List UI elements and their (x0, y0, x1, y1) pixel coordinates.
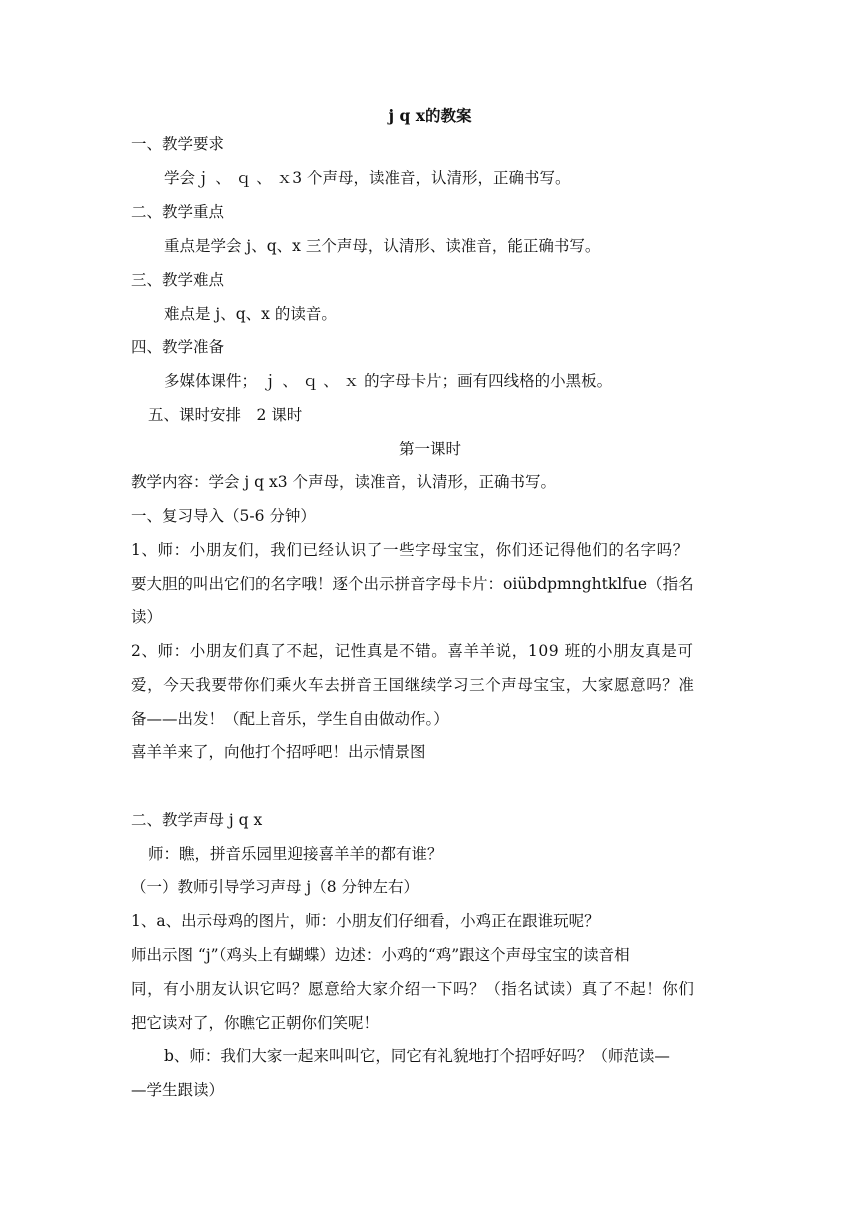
document-title: j q x的教案 (388, 106, 472, 125)
teach-paragraph-line: b、师：我们大家一起来叫叫它，同它有礼貌地打个招呼好吗？（师范读— (164, 1047, 670, 1065)
teach-paragraph-line: 同，有小朋友认识它吗？愿意给大家介绍一下吗？（指名试读）真了不起！你们 (131, 980, 695, 998)
lesson-one-heading: 第一课时 (398, 440, 461, 458)
teach-paragraph-line: 师：瞧，拼音乐园里迎接喜羊羊的都有谁？ (148, 845, 443, 863)
teach-paragraph-line: —学生跟读） (131, 1081, 225, 1099)
teach-paragraph-line: 师出示图 “j”（鸡头上有蝴蝶）边述：小鸡的“鸡”跟这个声母宝宝的读音相 (131, 946, 630, 964)
review-paragraph-line: 1、师：小朋友们，我们已经认识了一些字母宝宝，你们还记得他们的名字吗？ (131, 541, 689, 559)
heading-difficulties: 三、教学难点 (131, 271, 225, 289)
paragraph-preparation: 多媒体课件； ｊ 、 ｑ 、 ｘ 的字母卡片；画有四线格的小黑板。 (164, 372, 613, 390)
review-paragraph-line: 爱，今天我要带你们乘火车去拼音王国继续学习三个声母宝宝，大家愿意吗？准 (131, 676, 695, 694)
heading-preparation: 四、教学准备 (131, 338, 225, 356)
review-paragraph-line: 要大胆的叫出它们的名字哦！逐个出示拼音字母卡片：oiübdpmnghtklfue（指名 (131, 575, 694, 593)
review-paragraph-line: 喜羊羊来了，向他打个招呼吧！出示情景图 (131, 743, 426, 761)
paragraph-key-points: 重点是学会 j、q、x 三个声母，认清形、读准音，能正确书写。 (164, 237, 601, 255)
heading-requirements: 一、教学要求 (131, 135, 225, 153)
paragraph-difficulties: 难点是 j、q、x 的读音。 (164, 305, 337, 323)
subheading-teach-j: （一）教师引导学习声母 j（8 分钟左右） (131, 878, 420, 896)
review-paragraph-line: 读） (131, 608, 163, 626)
review-paragraph-line: 2、师：小朋友们真了不起，记性真是不错。喜羊羊说，109 班的小朋友真是可 (131, 642, 694, 660)
teach-paragraph-line: 1、a、出示母鸡的图片，师：小朋友们仔细看，小鸡正在跟谁玩呢？ (131, 912, 600, 930)
heading-key-points: 二、教学重点 (131, 203, 225, 221)
heading-teach-initials: 二、教学声母 j q x (131, 811, 263, 829)
heading-review: 一、复习导入（5-6 分钟） (131, 507, 316, 525)
heading-schedule: 五、课时安排 2 课时 (148, 406, 303, 424)
teaching-content: 教学内容：学会 j q x3 个声母，读准音，认清形，正确书写。 (131, 473, 557, 491)
paragraph-requirements: 学会ｊ 、 ｑ 、 ｘ3 个声母，读准音，认清形，正确书写。 (164, 169, 571, 187)
teach-paragraph-line: 把它读对了，你瞧它正朝你们笑呢！ (131, 1014, 380, 1032)
review-paragraph-line: 备——出发！（配上音乐，学生自由做动作。） (131, 710, 449, 728)
